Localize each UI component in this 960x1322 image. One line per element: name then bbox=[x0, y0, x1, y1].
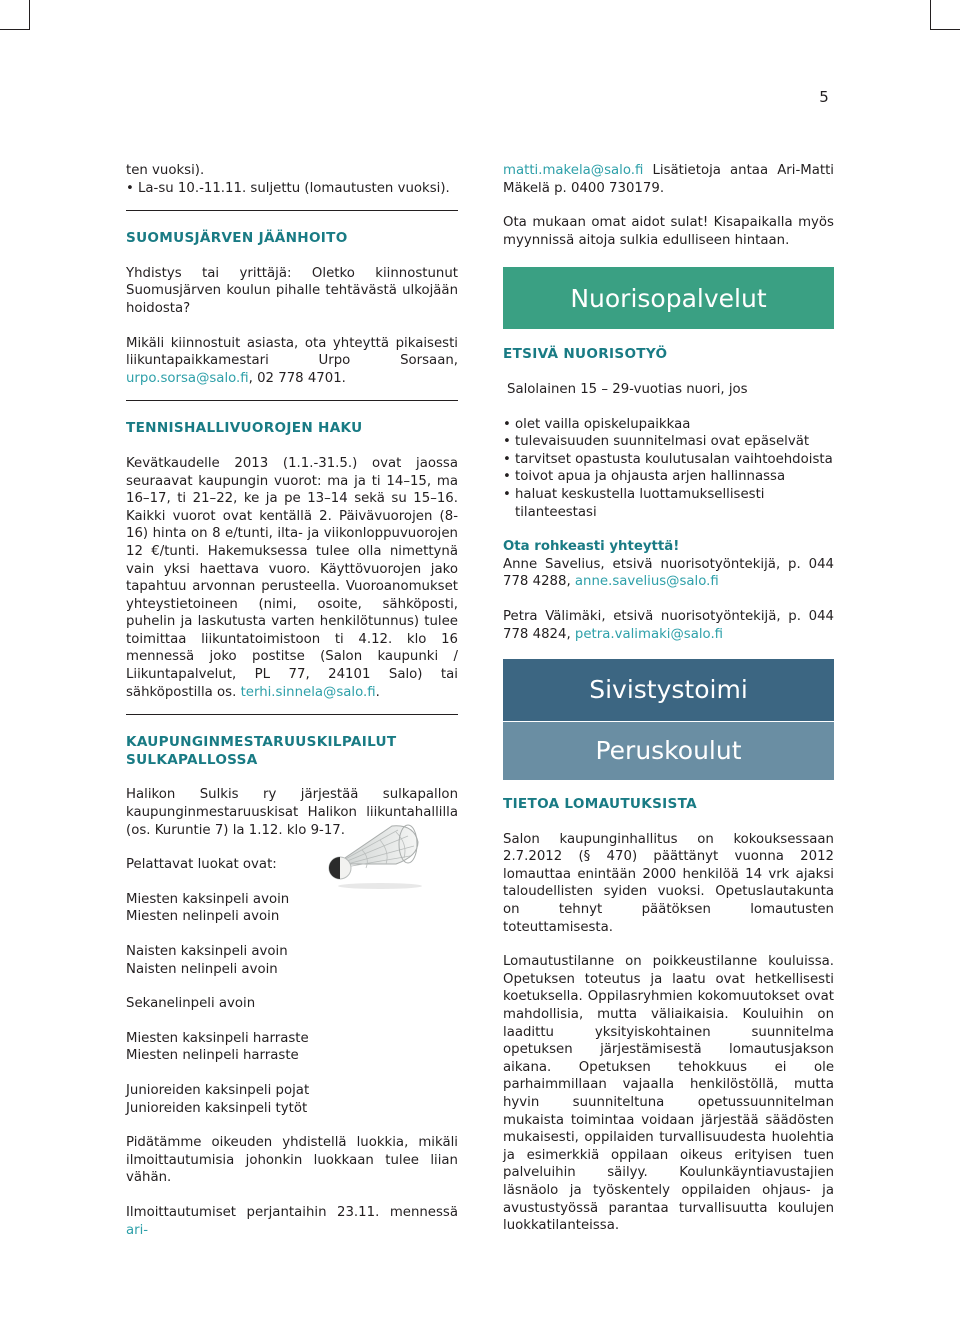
list-item: • toivot apua ja ohjausta arjen hallinnassa bbox=[503, 468, 834, 486]
intro-line: ten vuoksi). bbox=[126, 163, 205, 178]
section-heading: SUOMUSJÄRVEN JÄÄNHOITO bbox=[126, 230, 348, 247]
class-item: Miesten kaksinpeli avoin bbox=[126, 891, 290, 907]
section-heading: KAUPUNGINMESTARUUSKILPAILUT SULKAPALLOSSA bbox=[126, 734, 397, 768]
class-group bbox=[126, 995, 458, 1013]
class-item: Naisten nelinpeli avoin bbox=[126, 961, 278, 977]
section-heading: TIETOA LOMAUTUKSISTA bbox=[503, 796, 697, 813]
class-item: Sekanelinpeli avoin bbox=[126, 996, 256, 1012]
email-link[interactable]: matti.makela@salo.fi bbox=[503, 163, 644, 178]
class-item: Miesten nelinpeli avoin bbox=[126, 909, 280, 925]
email-link[interactable]: urpo.sorsa@salo.fi bbox=[126, 370, 249, 386]
right-column bbox=[503, 162, 834, 1235]
paragraph: Petra Välimäki, etsivä nuorisotyöntekijä, p. 044 778 4824, petra.valimaki@salo.fi bbox=[503, 608, 834, 642]
paragraph: Mikäli kiinnostuit asiasta, ota yhteyttä pikaisesti liikuntapaikkamestari Urpo Sorsaan, urpo.sorsa@salo.fi, 02 778 4701. bbox=[126, 335, 458, 386]
crop-mark bbox=[0, 29, 30, 30]
class-group bbox=[126, 891, 458, 926]
list-item: • tarvitset opastusta koulutusalan vaihtoehdoista bbox=[503, 451, 834, 469]
section-banner-nuorisopalvelut: Nuorisopalvelut bbox=[503, 267, 834, 329]
class-item: Miesten nelinpeli harraste bbox=[126, 1048, 299, 1064]
class-item: Naisten kaksinpeli avoin bbox=[126, 944, 288, 959]
paragraph: Kevätkaudelle 2013 (1.1.-31.5.) ovat jaossa seuraavat kaupungin vuorot: ma ja ti 14–15, ma 16–17, ti 21–22, ke ja pe 13–14 sekä su 15–16. Kaikki vuorot ovat kentällä 2. Päivävuorojen (8-16) hinta on 8 e/tunti, ilta- ja viikonloppuvuorojen 12 €/tunti. Hakemuksessa tulee olla nimettynä vain yksi haettava vuoro. Käyttövuorojen jako tapahtuu arvonnan perusteella. Vuoroanomukset yhteystietoineen (nimi, osoite, sähköposti, puhelin ja laskutusta varten henkilötunnus) tulee toimittaa liikuntatoimistoon ti 4.12. klo 16 mennessä joko postitse (Salon kaupunki / Liikuntapalvelut, PL 77, 24101 Salo) tai sähköpostilla os. terhi.sinnela@salo.fi. bbox=[126, 455, 458, 700]
list-item: • tulevaisuuden suunnitelmasi ovat epäselvät bbox=[503, 433, 834, 451]
paragraph: Salolainen 15 – 29-vuotias nuori, jos bbox=[507, 381, 748, 397]
crop-mark bbox=[930, 0, 931, 30]
intro-list bbox=[126, 180, 458, 198]
left-column bbox=[126, 162, 458, 1239]
list-item: • haluat keskustella luottamuksellisesti tilanteestasi bbox=[503, 486, 834, 521]
paragraph: Pelattavat luokat ovat: bbox=[126, 857, 277, 873]
paragraph: Ota mukaan omat aidot sulat! Kisapaikalla myös myynnissä aitoja sulkia edulliseen hintaan. bbox=[503, 215, 834, 248]
email-link[interactable]: anne.savelius@salo.fi bbox=[574, 574, 719, 590]
paragraph: Halikon Sulkis ry järjestää sulkapallon kaupunginmestaruuskisat Halikon liikuntahallilla (os. Kuruntie 7) la 1.12. klo 9-17. bbox=[126, 787, 458, 838]
divider bbox=[126, 714, 458, 715]
paragraph: matti.makela@salo.fi Lisätietoja antaa Ari-Matti Mäkelä p. 0400 730179. bbox=[503, 163, 834, 196]
paragraph: Salon kaupunginhallitus on kokouksessaan 2.7.2012 (§ 470) päättänyt vuonna 2012 lomauttaa enintään 2000 henkilöä 14 vrk ajaksi taloudellisten syiden vuoksi. Opetuslautakunta on tehnyt päätöksen lomautusten toteuttamisesta. bbox=[503, 831, 834, 935]
page-number: 5 bbox=[819, 88, 829, 106]
crop-mark bbox=[930, 29, 960, 30]
class-group bbox=[126, 1082, 458, 1117]
class-item: Junioreiden kaksinpeli tytöt bbox=[126, 1100, 308, 1116]
paragraph: Ilmoittautumiset perjantaihin 23.11. mennessä ari- bbox=[126, 1204, 458, 1238]
section-banner-sivistystoimi: Sivistystoimi bbox=[503, 659, 834, 721]
class-group bbox=[126, 943, 458, 978]
list-item: • La-su 10.-11.11. suljettu (lomautusten vuoksi). bbox=[126, 180, 458, 198]
divider bbox=[126, 210, 458, 211]
crop-mark bbox=[29, 0, 30, 30]
list-item: • olet vailla opiskelupaikkaa bbox=[503, 416, 834, 434]
contact-heading: Ota rohkeasti yhteyttä! bbox=[503, 539, 680, 555]
divider bbox=[126, 400, 458, 401]
paragraph: Lomautustilanne on poikkeustilanne kouluissa. Opetuksen toteutus ja laatu ovat hetkellisesti koetuksella. Oppilasryhmien kokomuutokset ovat mahdollisia, mutta väliaikaisia. Kouluihin on laadittu yksityiskohtainen suunnitelma opetuksen järjestämisestä lomautusjakson aikana. Opetuksen tehokkuus ei ole parhaimmillaan vajaalla henkilöstöllä, mutta hyvin suunniteltuna opetussuunnitelman mukaista toimintaa voidaan järjestää säädösten mukaisesti, oppilaiden turvallisuudesta huolehtia ja esimerkkiä oppilaan oikeus erityisen tuen palveluihin säilyy. Koulunkäyntiavustajien läsnäolo ja työskentely oppilaiden ohjaus- ja avustustyössä parantaa turvallisuutta koulujen luokkatilanteissa. bbox=[503, 954, 834, 1234]
paragraph: Anne Savelius, etsivä nuorisotyöntekijä, p. 044 778 4288, anne.savelius@salo.fi bbox=[503, 556, 834, 590]
paragraph: Yhdistys tai yrittäjä: Oletko kiinnostunut Suomusjärven koulun pihalle tehtävästä ulkojään hoidosta? bbox=[126, 265, 458, 316]
class-item: Miesten kaksinpeli harraste bbox=[126, 1030, 309, 1046]
class-item: Junioreiden kaksinpeli pojat bbox=[126, 1082, 310, 1098]
bullet-list bbox=[503, 416, 834, 522]
paragraph: Pidätämme oikeuden yhdistellä luokkia, mikäli ilmoittautumisia johonkin luokkaan tulee liian vähän. bbox=[126, 1135, 458, 1186]
email-link[interactable]: ari- bbox=[126, 1222, 149, 1238]
shuttlecock-image bbox=[322, 818, 430, 890]
class-group bbox=[126, 1030, 458, 1065]
email-link[interactable]: terhi.sinnela@salo.fi bbox=[240, 684, 376, 700]
email-link[interactable]: petra.valimaki@salo.fi bbox=[574, 626, 724, 642]
section-heading: ETSIVÄ NUORISOTYÖ bbox=[503, 346, 668, 363]
section-heading: TENNISHALLIVUOROJEN HAKU bbox=[126, 420, 363, 437]
section-banner-peruskoulut: Peruskoulut bbox=[503, 722, 834, 780]
